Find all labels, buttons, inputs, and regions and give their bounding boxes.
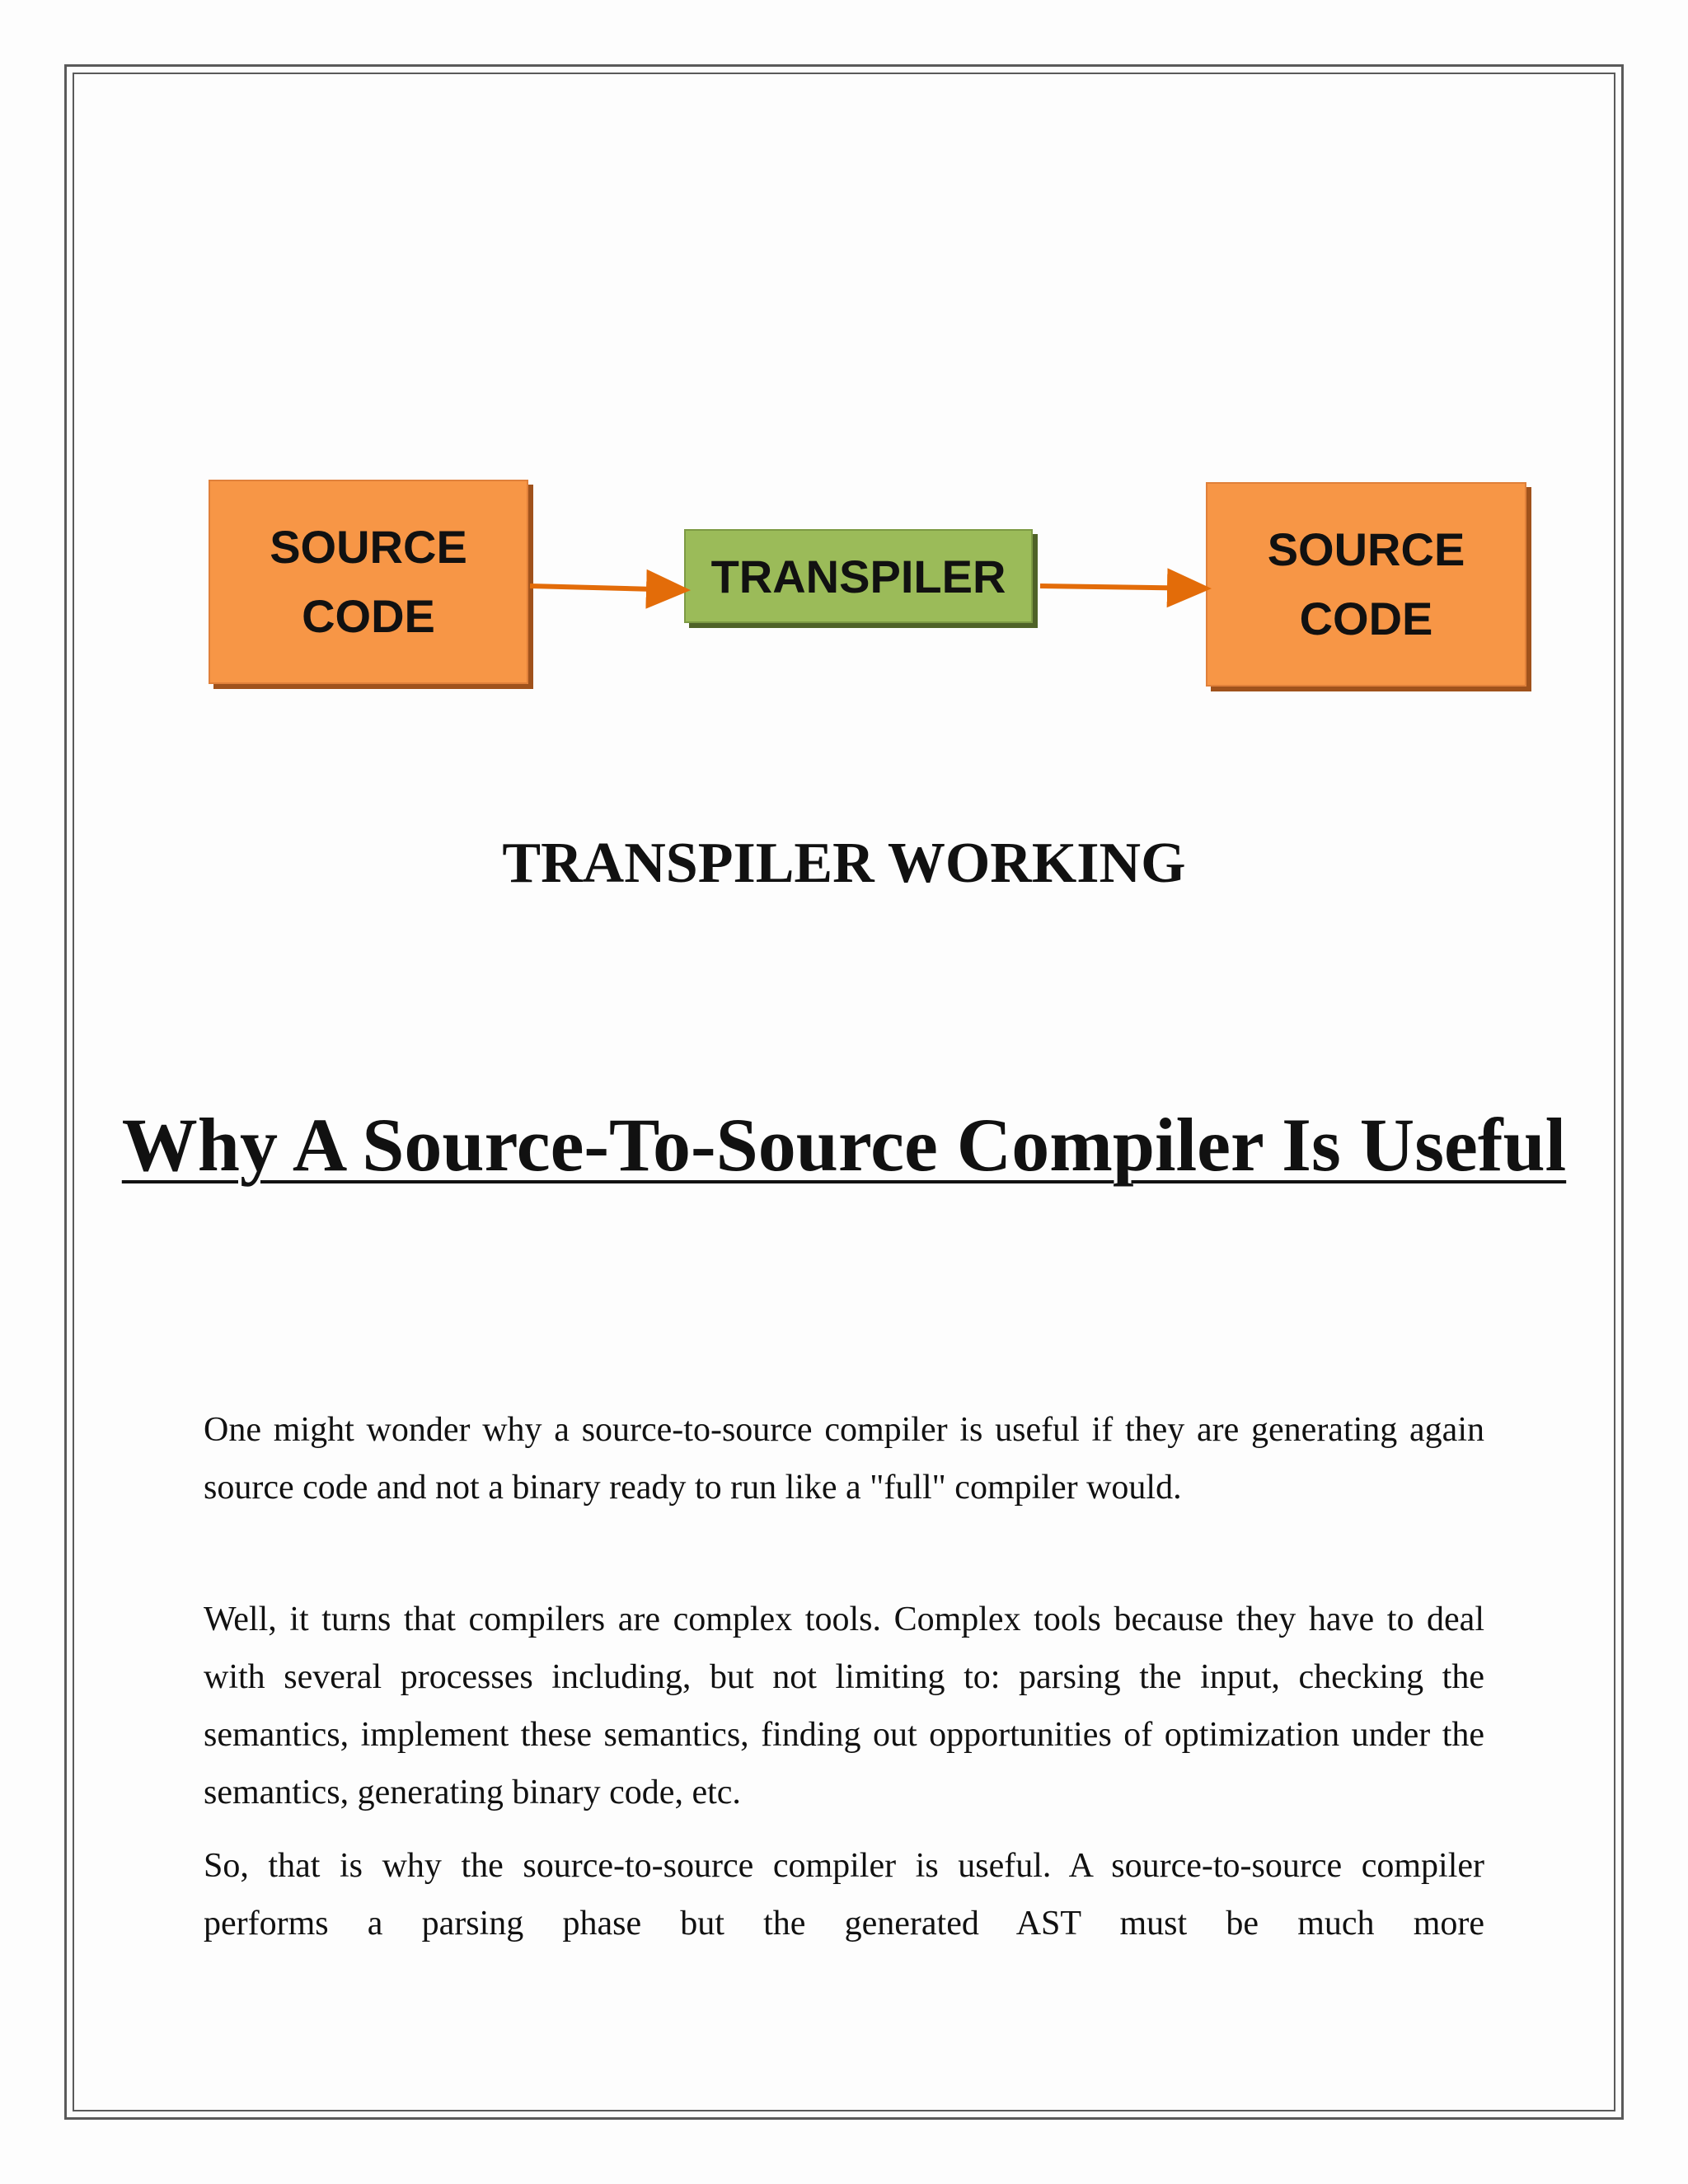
paragraph: So, that is why the source-to-source compiler is useful. A source-to-source compiler performs a parsing phase but the generated AST must be much more bbox=[204, 1847, 1484, 1943]
output-box-line1: SOURCE bbox=[1267, 523, 1465, 575]
section-title-text: Why A Source-To-Source Compiler Is Useful bbox=[121, 1103, 1567, 1187]
transpiler-box-label: TRANSPILER bbox=[710, 550, 1006, 602]
diagram-arrows bbox=[0, 0, 1688, 742]
diagram-caption: TRANSPILER WORKING bbox=[502, 832, 1186, 895]
paragraph: Well, it turns that compilers are complex tools. Complex tools because they have to deal with several processes including, but not limiting to: parsing the input, checking the semantics, implement these semantics, finding out opportunities of optimization under the semantics, generating binary code, etc. bbox=[204, 1601, 1484, 1811]
arrow-to-transpiler bbox=[530, 586, 686, 590]
paragraph: One might wonder why a source-to-source compiler is useful if they are generating again source code and not a binary ready to run like a "full" compiler would. bbox=[204, 1411, 1484, 1507]
output-box-line2: CODE bbox=[1299, 593, 1433, 644]
arrow-to-output bbox=[1040, 586, 1207, 588]
input-box-line1: SOURCE bbox=[270, 521, 467, 573]
input-box-line2: CODE bbox=[302, 590, 435, 642]
section-title bbox=[0, 1092, 1688, 1197]
